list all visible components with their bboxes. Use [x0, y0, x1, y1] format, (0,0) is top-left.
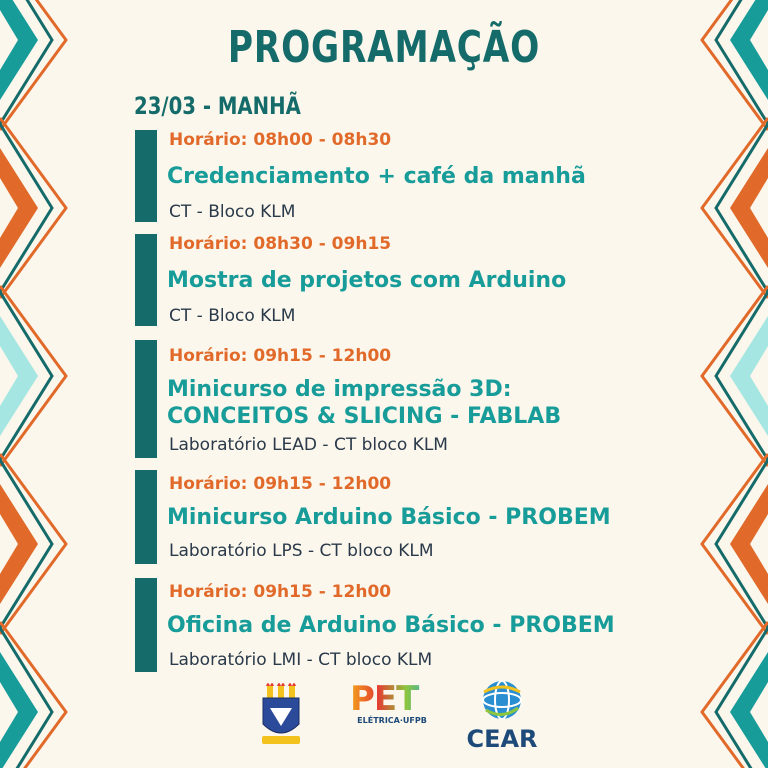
globe-icon [466, 678, 538, 722]
schedule-item-bar [135, 578, 157, 672]
schedule-event-title: Mostra de projetos com Arduino [167, 268, 567, 293]
schedule-event-title: Minicurso de impressão 3D: [167, 377, 512, 402]
ufpb-logo [258, 680, 304, 752]
schedule-date: 23/03 - MANHÃ [134, 92, 301, 120]
schedule-time: Horário: 09h15 - 12h00 [169, 346, 392, 366]
pet-logo [350, 679, 434, 731]
ufpb-crest-icon [258, 680, 304, 748]
pet-wordmark: PET [350, 682, 434, 716]
logo-bar [0, 678, 768, 758]
cear-logo [466, 678, 538, 752]
schedule-item [135, 470, 615, 564]
schedule-event-title: Minicurso Arduino Básico - PROBEM [167, 505, 611, 530]
schedule-item-bar [135, 340, 157, 458]
schedule-item-bar [135, 470, 157, 564]
border-chevron [0, 484, 38, 604]
schedule-event-title: Oficina de Arduino Básico - PROBEM [167, 613, 615, 638]
schedule-time: Horário: 09h15 - 12h00 [169, 474, 392, 494]
schedule-time: Horário: 08h00 - 08h30 [169, 130, 392, 150]
schedule-item-bar [135, 130, 157, 222]
border-chevron [730, 148, 768, 268]
cear-wordmark: CEAR [466, 725, 538, 753]
border-chevron [730, 484, 768, 604]
schedule-time: Horário: 08h30 - 09h15 [169, 234, 392, 254]
left-decorative-border [0, 0, 80, 768]
schedule-location: Laboratório LEAD - CT bloco KLM [169, 435, 448, 455]
pet-fineprint [350, 726, 434, 731]
schedule-item [135, 578, 615, 672]
border-chevron [730, 316, 768, 436]
schedule-location: Laboratório LPS - CT bloco KLM [169, 541, 434, 561]
schedule-event-title-line-2: CONCEITOS & SLICING - FABLAB [167, 404, 562, 429]
pet-subtitle: ELÉTRICA·UFPB [357, 716, 427, 725]
schedule-location: CT - Bloco KLM [169, 202, 296, 222]
page-title: PROGRAMAÇÃO [227, 22, 541, 73]
schedule-location: Laboratório LMI - CT bloco KLM [169, 650, 433, 670]
schedule-event-title: Credenciamento + café da manhã [167, 164, 586, 189]
schedule-item-bar [135, 234, 157, 326]
right-decorative-border [688, 0, 768, 768]
schedule-location: CT - Bloco KLM [169, 306, 296, 326]
schedule-item [135, 234, 615, 326]
schedule-time: Horário: 09h15 - 12h00 [169, 582, 392, 602]
border-chevron [0, 316, 38, 436]
schedule-item [135, 130, 615, 222]
border-chevron [0, 148, 38, 268]
schedule-item [135, 340, 615, 458]
